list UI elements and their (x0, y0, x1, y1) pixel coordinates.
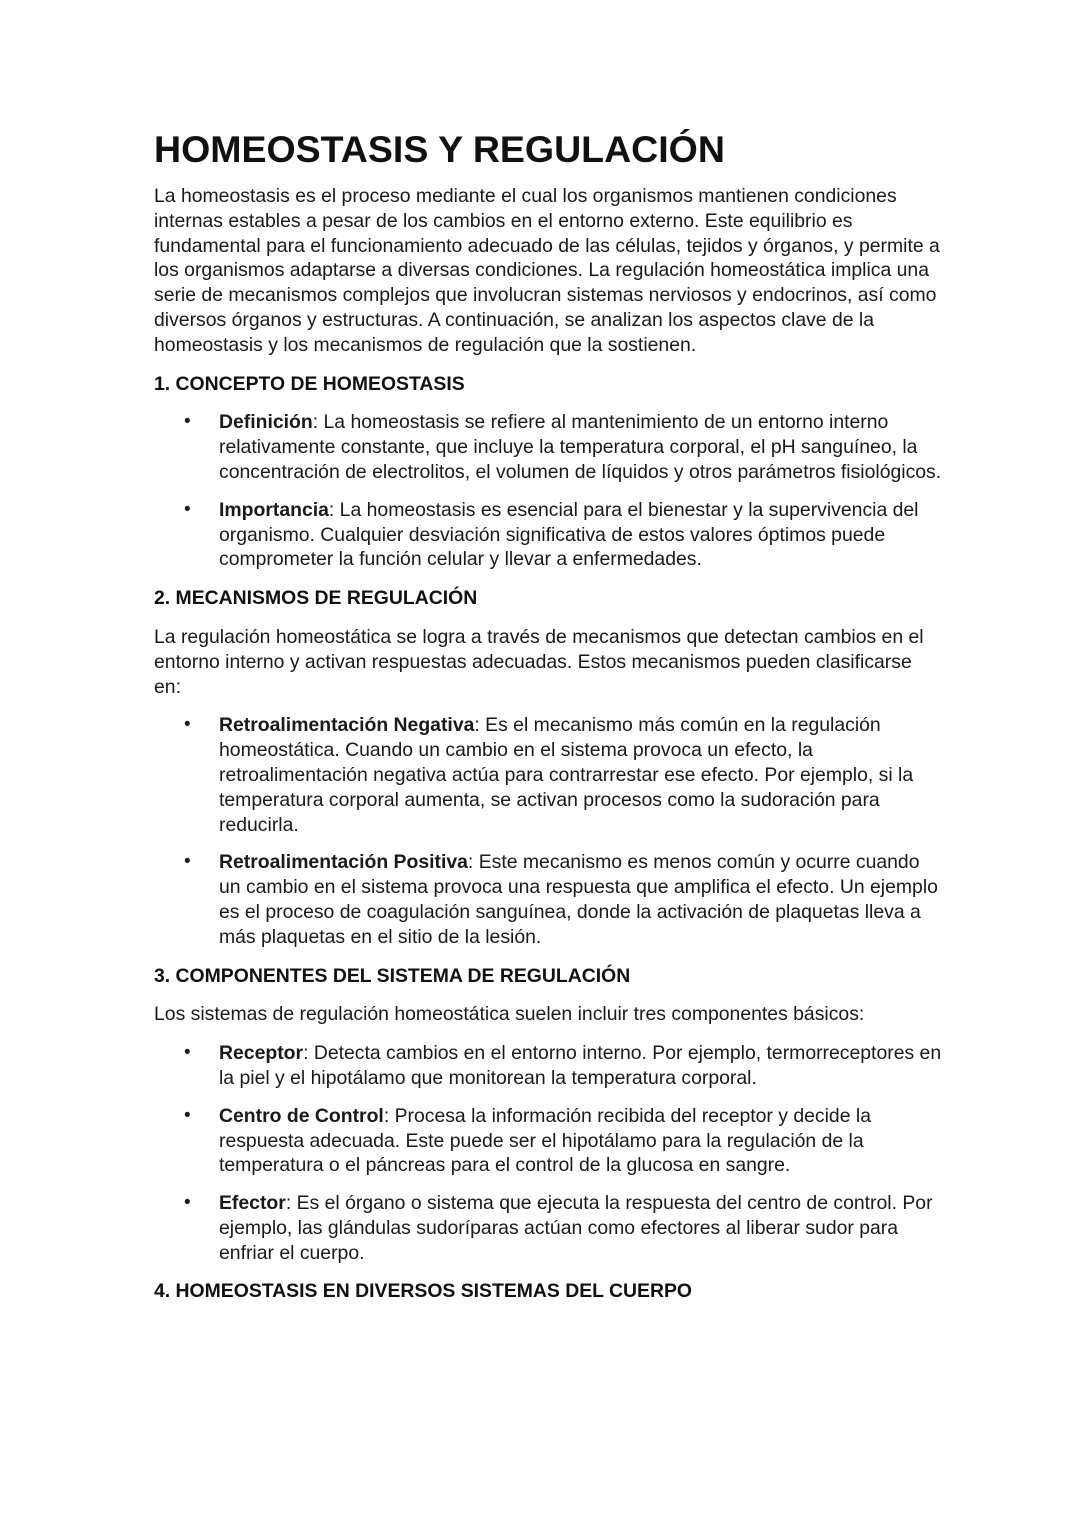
list-item-text: : La homeostasis se refiere al mantenimiento de un entorno interno relativamente constante, que incluye la temperatura corporal, el pH sanguíneo, la concentración de electrolitos, el volumen de líquidos y otros parámetros fisiológicos. (219, 411, 942, 483)
list-item-text: : Detecta cambios en el entorno interno. Por ejemplo, termorreceptores en la piel y el hipotálamo que monitorean la temperatura corporal. (219, 1042, 942, 1089)
list-item (154, 1041, 944, 1091)
list-item-term: Efector (219, 1192, 286, 1215)
list-item-text: : Procesa la información recibida del receptor y decide la respuesta adecuada. Este puede ser el hipotálamo para la regulación de la temperatura o el páncreas para el control de la glucosa en sangre. (219, 1104, 871, 1177)
intro-paragraph: La homeostasis es el proceso mediante el cual los organismos mantienen condiciones internas estables a pesar de los cambios en el entorno externo. Este equilibrio es fundamental para el funcionamiento adecuado de las células, tejidos y órganos, y permite a los organismos adaptarse a diversas condiciones. La regulación homeostática implica una serie de mecanismos complejos que involucran sistemas nerviosos y endocrinos, así como diversos órganos y estructuras. A continuación, se analizan los aspectos clave de la homeostasis y los mecanismos de regulación que la sostienen. (154, 185, 940, 356)
section-heading-1: 1. CONCEPTO DE HOMEOSTASIS (154, 372, 465, 395)
list-item-text: : La homeostasis es esencial para el bienestar y la supervivencia del organismo. Cualquier desviación significativa de estos valores óptimos puede comprometer la función celular y llevar a enfermedades. (219, 498, 919, 571)
list-item-text: : Este mecanismo es menos común y ocurre cuando un cambio en el sistema provoca una respuesta que amplifica el efecto. Un ejemplo es el proceso de coagulación sanguínea, donde la activación de plaquetas lleva a más plaquetas en el sitio de la lesión. (219, 851, 938, 948)
document-page (154, 126, 944, 1304)
section-3-paragraph: Los sistemas de regulación homeostática suelen incluir tres componentes básicos: (154, 1003, 865, 1026)
section-3-list (154, 1041, 944, 1265)
list-item (154, 410, 944, 484)
bullet-icon: • (184, 1042, 191, 1064)
section-2-paragraph: La regulación homeostática se logra a través de mecanismos que detectan cambios en el entorno interno y activan respuestas adecuadas. Estos mecanismos pueden clasificarse en: (154, 625, 924, 698)
list-item-term: Definición (219, 411, 313, 434)
bullet-icon: • (184, 851, 191, 873)
bullet-icon: • (184, 1192, 191, 1214)
section-heading-3: 3. COMPONENTES DEL SISTEMA DE REGULACIÓN (154, 964, 631, 987)
list-item-text: : Es el órgano o sistema que ejecuta la respuesta del centro de control. Por ejemplo, las glándulas sudoríparas actúan como efectores al liberar sudor para enfriar el cuerpo. (219, 1192, 933, 1264)
list-item-term: Centro de Control (219, 1104, 384, 1127)
list-item-term: Importancia (219, 498, 329, 521)
list-item-term: Receptor (219, 1042, 304, 1065)
list-item (154, 1191, 944, 1265)
document-title: HOMEOSTASIS Y REGULACIÓN (154, 128, 725, 170)
list-item (154, 850, 944, 949)
section-2-list (154, 713, 944, 949)
list-item-term: Retroalimentación Positiva (219, 851, 468, 874)
list-item-text: : Es el mecanismo más común en la regulación homeostática. Cuando un cambio en el sistema provoca un efecto, la retroalimentación negativa actúa para contrarrestar ese efecto. Por ejemplo, si la temperatura corporal aumenta, se activan procesos como la sudoración para reducirla. (219, 714, 914, 836)
bullet-icon: • (184, 714, 191, 736)
section-1-list (154, 410, 944, 572)
section-heading-4: 4. HOMEOSTASIS EN DIVERSOS SISTEMAS DEL CUERPO (154, 1280, 693, 1303)
section-heading-2: 2. MECANISMOS DE REGULACIÓN (154, 587, 478, 610)
bullet-icon: • (184, 411, 191, 433)
list-item (154, 1104, 944, 1178)
list-item (154, 713, 944, 837)
bullet-icon: • (184, 1104, 191, 1126)
list-item-term: Retroalimentación Negativa (219, 714, 475, 737)
bullet-icon: • (184, 498, 191, 520)
list-item (154, 498, 944, 572)
